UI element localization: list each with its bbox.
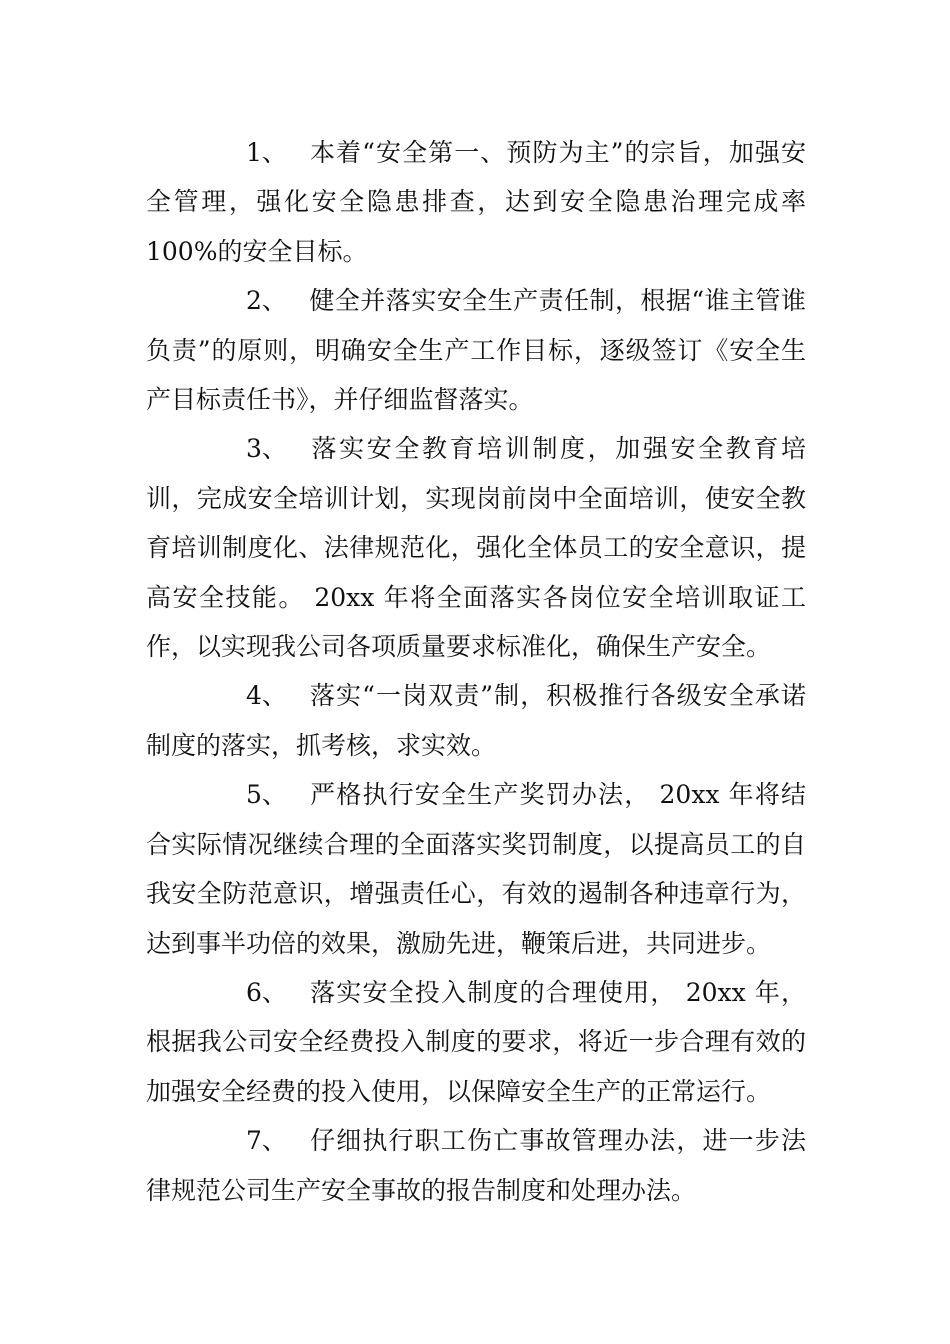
item-number: 6、 bbox=[246, 977, 287, 1007]
list-item bbox=[146, 968, 806, 1116]
item-text: 仔细执行职工伤亡事故管理办法，进一步法律规范公司生产安全事故的报告制度和处理办法。 bbox=[146, 1126, 806, 1205]
list-item bbox=[146, 128, 806, 276]
item-number: 4、 bbox=[246, 681, 287, 711]
list-item bbox=[146, 276, 806, 424]
item-text: 落实安全教育培训制度，加强安全教育培训，完成安全培训计划，实现岗前岗中全面培训，使安全教育培训制度化、法律规范化，强化全体员工的安全意识，提高安全技能。 20xx 年将全面落实各岗位安全培训取证工作，以实现我公司各项质量要求标准化，确保生产安全。 bbox=[146, 434, 806, 662]
item-text: 严格执行安全生产奖罚办法， 20xx 年将结合实际情况继续合理的全面落实奖罚制度，以提高员工的自我安全防范意识，增强责任心，有效的遏制各种违章行为，达到事半功倍的效果，激励先进，鞭策后进，共同进步。 bbox=[146, 780, 806, 958]
list-item bbox=[146, 770, 806, 968]
list-item bbox=[146, 1116, 806, 1215]
item-text: 落实安全投入制度的合理使用， 20xx 年，根据我公司安全经费投入制度的要求，将近一步合理有效的加强安全经费的投入使用，以保障安全生产的正常运行。 bbox=[146, 977, 806, 1106]
item-number: 7、 bbox=[246, 1126, 287, 1156]
item-text: 健全并落实安全生产责任制，根据“谁主管谁负责”的原则，明确安全生产工作目标，逐级签订《安全生产目标责任书》，并仔细监督落实。 bbox=[146, 286, 806, 415]
item-text: 本着“安全第一、预防为主”的宗旨，加强安全管理，强化安全隐患排查，达到安全隐患治理完成率 100%的安全目标。 bbox=[146, 138, 806, 266]
document-body bbox=[146, 128, 806, 1215]
list-item bbox=[146, 671, 806, 770]
item-text: 落实“一岗双责”制，积极推行各级安全承诺制度的落实，抓考核，求实效。 bbox=[146, 681, 806, 760]
item-number: 2、 bbox=[246, 286, 287, 316]
item-number: 1、 bbox=[246, 138, 287, 167]
item-number: 3、 bbox=[246, 434, 287, 464]
item-number: 5、 bbox=[246, 780, 287, 810]
list-item bbox=[146, 424, 806, 671]
